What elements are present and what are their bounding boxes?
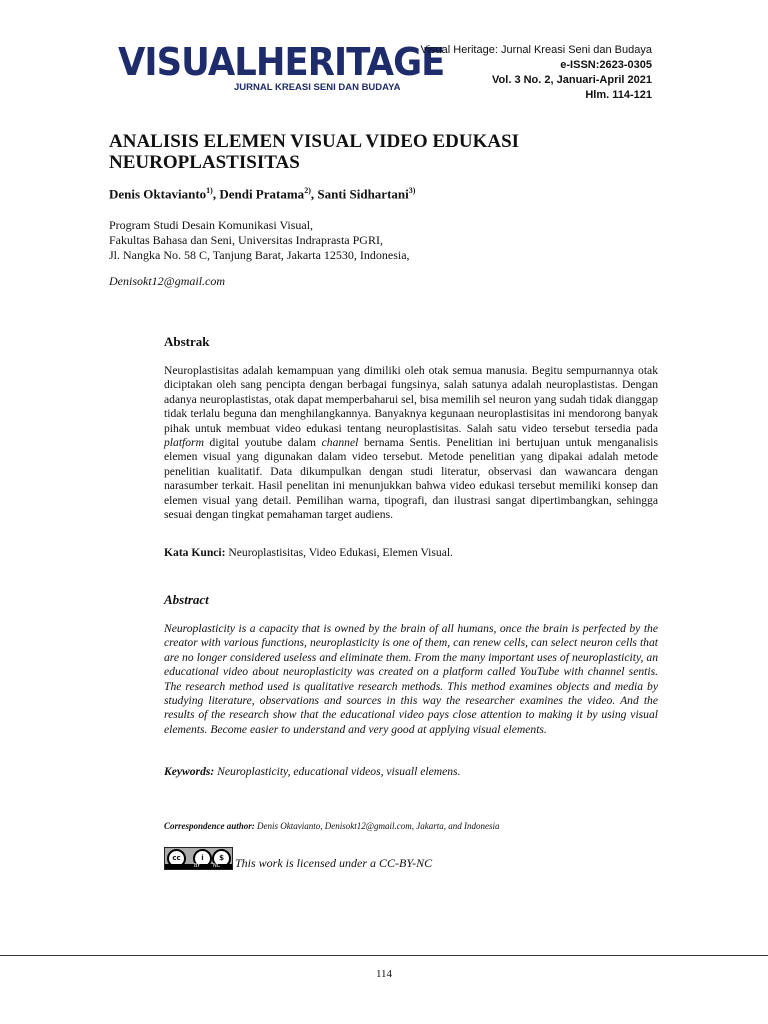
journal-info — [420, 43, 652, 103]
journal-pages: Hlm. 114-121 — [585, 89, 652, 101]
license-row — [164, 847, 432, 870]
footer-divider — [0, 955, 768, 956]
logo-wordmark: VISUALHERITAGE — [118, 40, 445, 84]
abstrak-emphasis-platform: platform — [164, 436, 204, 450]
abstract-body: Neuroplasticity is a capacity that is owned by the brain of all humans, once the brain is perfected by the creator with various functions, neuroplasticity is one of them, can renew cells, can select neuron cells that are no longer considered useless and eliminate them. From the many important uses of neuroplasticity, an educational video about neuroplasticity was created on a platform called YouTube with channel sentis. The research method used is qualitative research methods. This method examines objects and media by studying literature, observations and sources in this way the researcher examines the video. And the results of the research show that the educational video pays close attention to making it by using visual elements. Become easier to understand and very good at applying visual elements. — [164, 622, 658, 736]
article-title — [109, 131, 629, 173]
badge-nc-label: NC — [213, 863, 221, 869]
keywords — [164, 765, 460, 778]
cc-icon: cc — [167, 849, 186, 868]
journal-logo — [118, 40, 445, 93]
journal-name: Visual Heritage: Jurnal Kreasi Seni dan Budaya — [420, 44, 652, 56]
abstrak-heading: Abstrak — [164, 334, 210, 349]
kata-kunci-label: Kata Kunci: — [164, 546, 226, 559]
abstract-heading: Abstract — [164, 592, 209, 607]
journal-volume: Vol. 3 No. 2, Januari-April 2021 — [492, 74, 652, 86]
correspondence-line — [164, 821, 500, 831]
author-name: Santi Sidhartani — [317, 186, 409, 202]
kata-kunci — [164, 546, 453, 559]
affiliation — [109, 218, 410, 263]
license-text: This work is licensed under a CC-BY-NC — [235, 856, 433, 870]
abstrak-emphasis-channel: channel — [321, 436, 359, 450]
title-line-1: ANALISIS ELEMEN VISUAL VIDEO EDUKASI — [109, 131, 520, 152]
affiliation-line: Fakultas Bahasa dan Seni, Universitas Indraprasta PGRI, — [109, 233, 383, 247]
page-number: 114 — [375, 968, 393, 980]
badge-by-label: BY — [194, 863, 201, 869]
author-name: Dendi Pratama — [219, 186, 305, 202]
title-line-2: NEUROPLASTISITAS — [109, 152, 300, 173]
correspondence-label: Correspondence author: — [164, 821, 255, 831]
author-email: Denisokt12@gmail.com — [109, 274, 226, 288]
abstrak-body: Neuroplastisitas adalah kemampuan yang dimiliki oleh otak semua manusia. Begitu sempurnannya otak diciptakan oleh sang pencipta dengan berbagai fungsinya, salah satunya adalah neuroplastistas. Dengan adanya neuroplastistas, otak dapat memperbaharui sel, bisa memilih sel neuron yang sudah tidak dianggap tidak terlalu beguna dan menghilangkannya. Banyaknya kegunaan neuroplastisitas ini mendorong banyak pihak untuk membuat video edukasi tentang neuroplastisitas. Salah satu video tersebut tersedia pada platform digital youtube dalam channel bernama Sentis. Penelitian ini bertujuan untuk menganalisis elemen visual yang digunakan dalam video tersebut. Metode penelitian yang dipakai adalah metode penelitian kualitatif. Data dikumpulkan dengan studi literatur, observasi dan wawancara dengan narasumber terkait. Hasil penelitan ini menunjukkan bahwa video edukasi tersebut memiliki konsep dan elemen visual yang detail. Pemilihan warna, tipografi, dan ilustrasi sangat dipertimbangkan, sehingga sesuai dengan tingkat pemahaman target audiens. — [164, 364, 658, 522]
kata-kunci-value: Neuroplastisitas, Video Edukasi, Elemen Visual. — [225, 546, 453, 559]
author-mark: 3) — [408, 186, 416, 195]
correspondence-value: Denis Oktavianto, Denisokt12@gmail.com, Jakarta, and Indonesia — [254, 821, 500, 831]
affiliation-line: Jl. Nangka No. 58 C, Tanjung Barat, Jakarta 12530, Indonesia, — [109, 248, 410, 262]
journal-issn: e-ISSN:2623-0305 — [560, 59, 652, 71]
keywords-value: Neuroplasticity, educational videos, visuall elemens. — [214, 765, 461, 778]
logo-tagline: JURNAL KREASI SENI DAN BUDAYA — [234, 82, 401, 93]
cc-by-nc-badge-icon[interactable] — [164, 847, 233, 870]
author-name: Denis Oktavianto — [109, 186, 207, 202]
author-mark: 1) — [206, 186, 213, 195]
affiliation-line: Program Studi Desain Komunikasi Visual, — [109, 218, 314, 232]
person-icon: i — [193, 849, 212, 868]
badge-strip — [165, 864, 232, 869]
no-dollar-icon: $ — [212, 849, 231, 868]
keywords-label: Keywords: — [164, 765, 215, 778]
author-mark: 2) — [304, 186, 311, 195]
author-list: Denis Oktavianto$^{1)}$, Dendi Pratama$^{2)}$, Santi Sidhartani$^{3)}$ — [109, 186, 416, 202]
